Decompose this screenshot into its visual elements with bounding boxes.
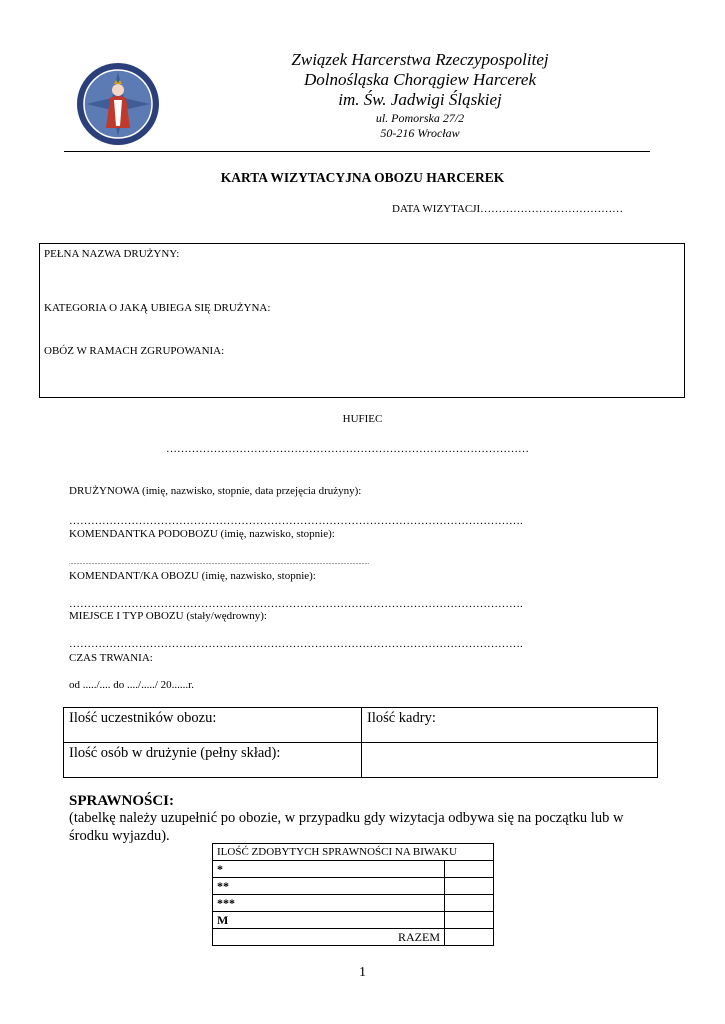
visit-date-field[interactable]: DATA WIZYTACJI………………………………… — [392, 203, 624, 215]
table-row — [213, 912, 494, 929]
badge-count-cell[interactable] — [445, 878, 494, 895]
badge-level-label: ** — [213, 878, 445, 895]
staff-cell[interactable]: Ilość kadry: — [362, 708, 658, 743]
hufiec-field[interactable]: ……………………………………………………………………………………… — [166, 443, 529, 455]
header-street: ul. Pomorska 27/2 — [375, 111, 465, 125]
category-label[interactable]: KATEGORIA O JAKĄ UBIEGA SIĘ DRUŻYNA: — [44, 302, 271, 314]
team-name-label[interactable]: PEŁNA NAZWA DRUŻYNY: — [44, 248, 180, 260]
header-divider — [64, 151, 650, 152]
team-info-box — [39, 243, 685, 398]
table-row — [213, 895, 494, 912]
badge-count-cell[interactable] — [445, 895, 494, 912]
total-cell[interactable] — [445, 929, 494, 946]
header-patron: im. Św. Jadwigi Śląskiej — [338, 90, 502, 109]
team-size-cell[interactable]: Ilość osób w drużynie (pełny skład): — [64, 743, 362, 778]
badge-level-label: * — [213, 861, 445, 878]
table-row — [213, 929, 494, 946]
badges-table-header: ILOŚĆ ZDOBYTYCH SPRAWNOŚCI NA BIWAKU — [213, 844, 494, 861]
miejsce-field[interactable]: ……………………………………………………………………………………………………………. — [69, 638, 523, 650]
table-row — [213, 861, 494, 878]
badge-level-label: *** — [213, 895, 445, 912]
camp-group-label[interactable]: OBÓZ W RAMACH ZGRUPOWANIA: — [44, 345, 225, 357]
empty-cell[interactable] — [362, 743, 658, 778]
header-city: 50-216 Wrocław — [380, 126, 460, 140]
table-row — [64, 743, 658, 778]
organization-logo — [76, 62, 160, 146]
header-banner-name: Dolnośląska Chorągiew Harcerek — [304, 70, 536, 89]
table-row — [213, 878, 494, 895]
counts-table — [63, 707, 658, 778]
komendant-field[interactable]: ……………………………………………………………………………………………………………. — [69, 598, 523, 610]
table-row — [213, 844, 494, 861]
header-org-name: Związek Harcerstwa Rzeczypospolitej — [291, 50, 549, 69]
badges-note: (tabelkę należy uzupełnić po obozie, w przypadku gdy wizytacja odbywa się na początku lub w środku wyjazdu). — [69, 810, 624, 844]
badges-heading: SPRAWNOŚCI: — [69, 793, 175, 809]
czas-field[interactable]: od ...../.... do ..../...../ 20......r. — [69, 679, 194, 691]
badge-count-cell[interactable] — [445, 861, 494, 878]
hufiec-label: HUFIEC — [342, 413, 383, 425]
badges-table — [212, 843, 494, 946]
document-title: KARTA WIZYTACYJNA OBOZU HARCEREK — [220, 170, 505, 185]
miejsce-label: MIEJSCE I TYP OBOZU (stały/wędrowny): — [69, 610, 267, 622]
druzynowa-label: DRUŻYNOWA (imię, nazwisko, stopnie, data przejęcia drużyny): — [69, 485, 362, 497]
druzynowa-field[interactable]: ……………………………………………………………………………………………………………. — [69, 515, 523, 527]
participants-cell[interactable]: Ilość uczestników obozu: — [64, 708, 362, 743]
badge-level-label: M — [213, 912, 445, 929]
czas-label: CZAS TRWANIA: — [69, 652, 153, 664]
page-number: 1 — [359, 965, 366, 980]
hedwig-emblem-icon — [76, 62, 160, 146]
komendant-label: KOMENDANT/KA OBOZU (imię, nazwisko, stopnie): — [69, 570, 316, 582]
komendantka-label: KOMENDANTKA PODOBOZU (imię, nazwisko, stopnie): — [69, 528, 335, 540]
table-row — [64, 708, 658, 743]
total-label: RAZEM — [213, 929, 445, 946]
komendantka-field[interactable]: ........................................................................................................................................................................................................ — [69, 560, 369, 566]
badge-count-cell[interactable] — [445, 912, 494, 929]
